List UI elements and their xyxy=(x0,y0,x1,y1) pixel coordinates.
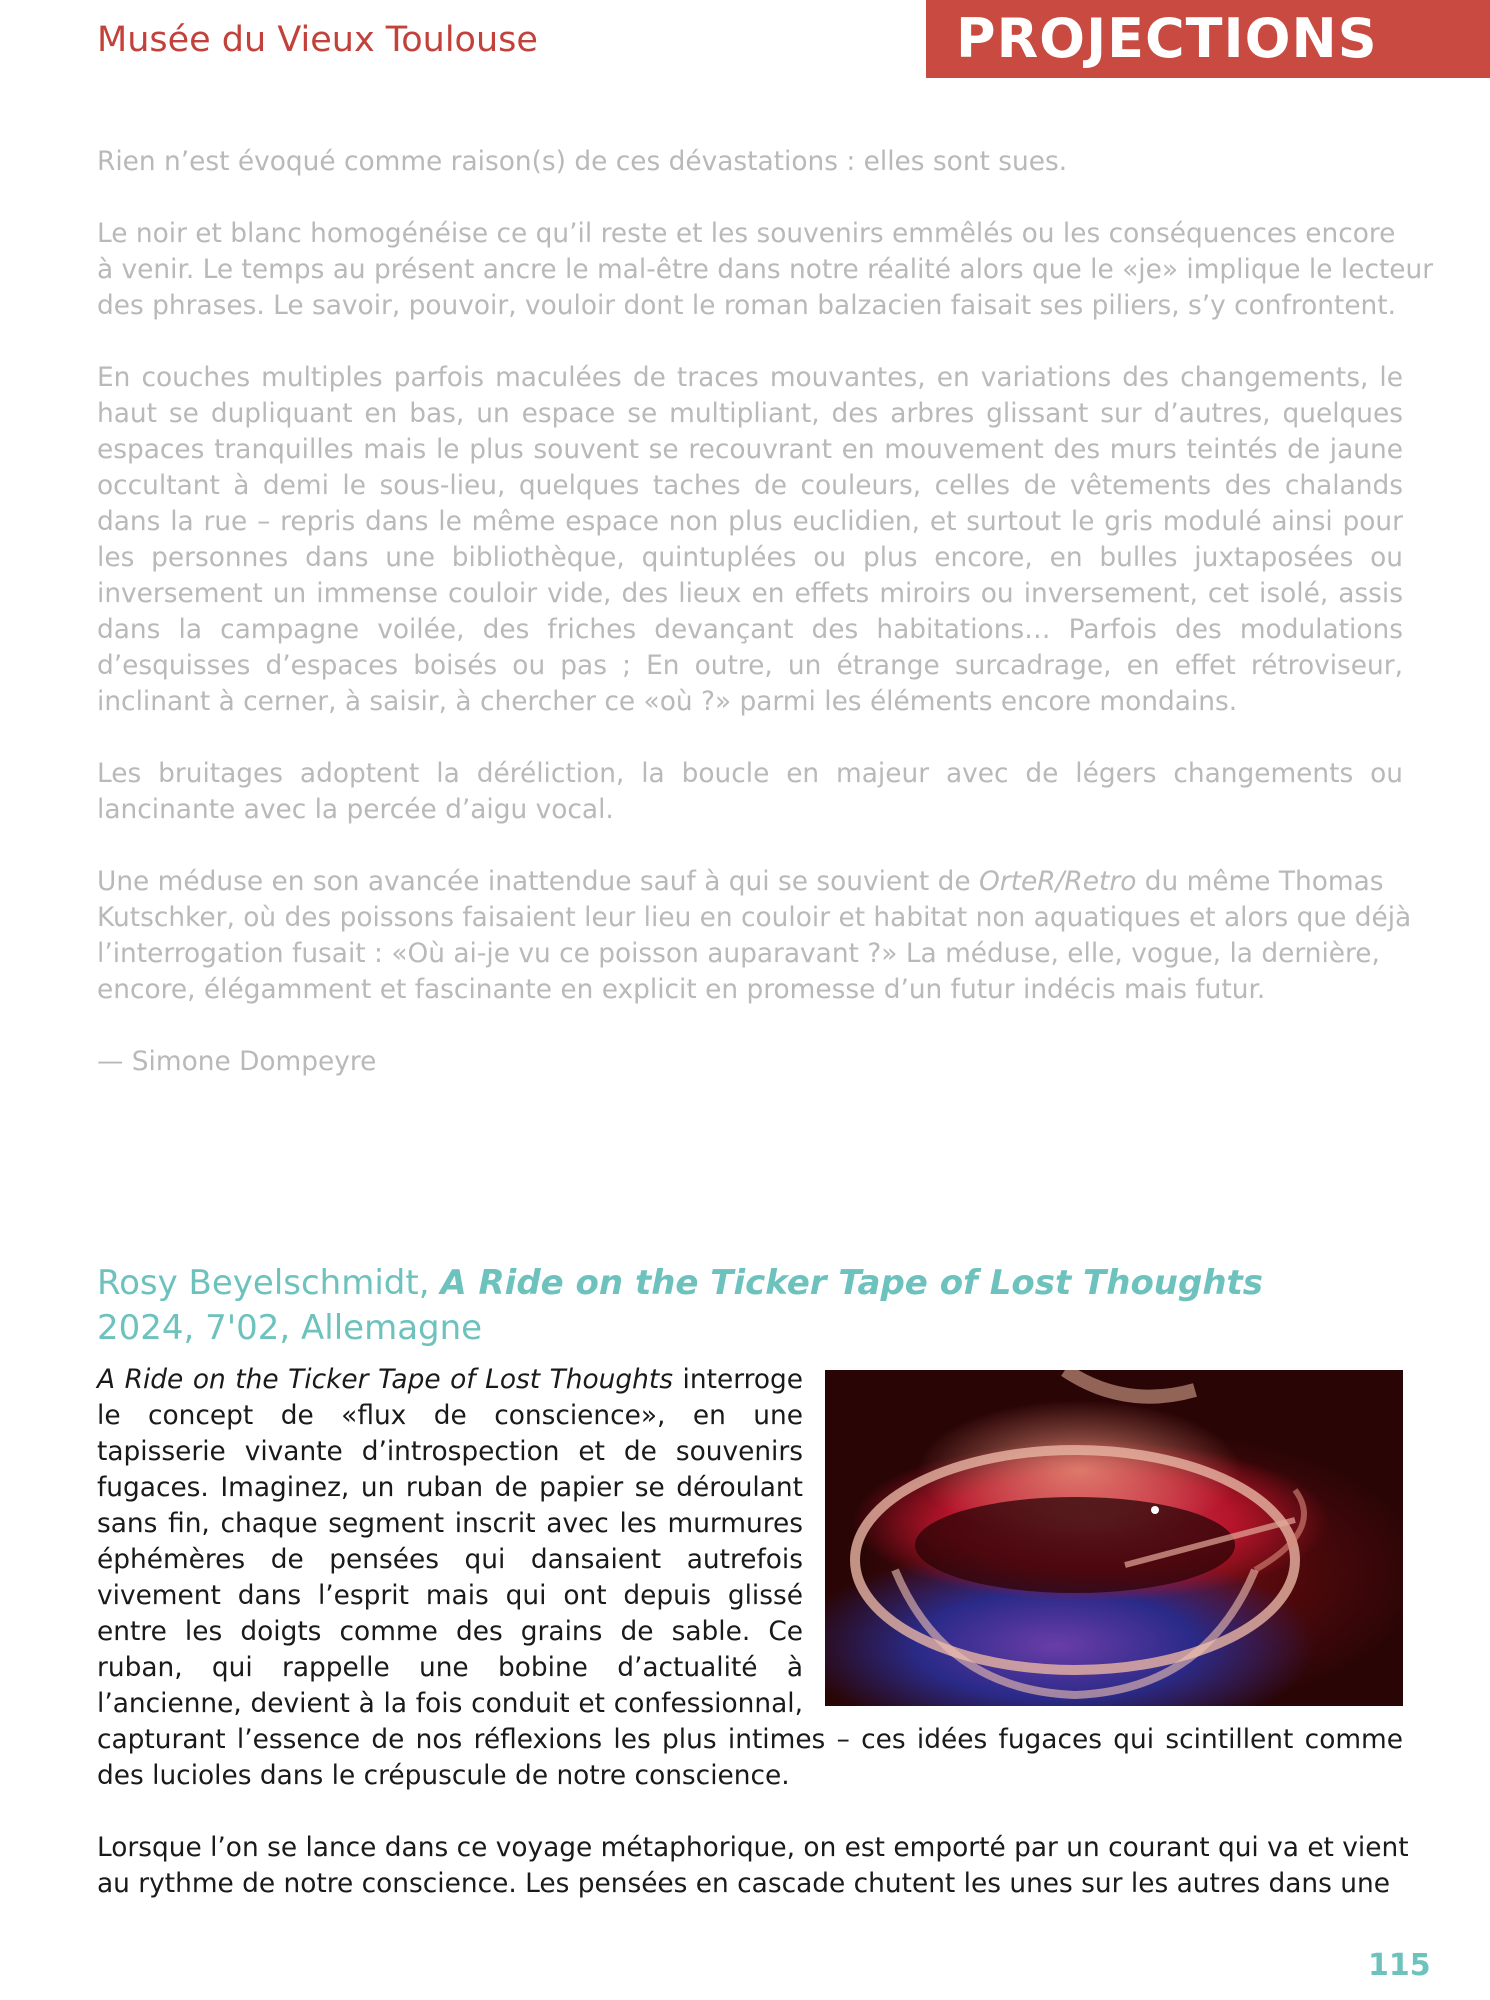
film-title: A Ride on the Ticker Tape of Lost Thoughts xyxy=(440,1263,1264,1303)
teacup-illustration xyxy=(825,1370,1403,1706)
paragraph: En couches multiples parfois maculées de traces mouvantes, en variations des changements, le haut se dupliquant en bas, un espace se multipliant, des arbres glissant sur d’autres, quelques espaces tranquilles mais le plus souvent se recouvrant en mouvement des murs teintés de jaune occultant à demi le sous-lieu, quelques taches de couleurs, celles de vêtements des chalands dans la rue – repris dans le même espace non plus euclidien, et surtout le gris modulé ainsi pour les personnes dans une bibliothèque, quintuplées ou plus encore, en bulles juxtaposées ou inversement un immense couloir vide, des lieux en effets miroirs ou inversement, cet isolé, assis dans la campagne voilée, des friches devançant des habitations… Parfois des modulations d’esquisses d’espaces boisés ou pas ; En outre, un étrange surcadrage, en effet rétroviseur, inclinant à cerner, à saisir, à chercher ce «où ?» parmi les éléments encore mondains. xyxy=(97,362,1403,717)
text-line: encore, élégamment et fascinante en explicit en promesse d’un futur indécis mais futur. xyxy=(97,974,1266,1005)
film-description xyxy=(97,1362,1409,1938)
text-line: Le noir et blanc homogénéise ce qu’il reste et les souvenirs emmêlés ou les conséquences encore xyxy=(97,218,1396,249)
paragraph: Les bruitages adoptent la déréliction, la boucle en majeur avec de légers changements ou lancinante avec la percée d’aigu vocal. xyxy=(97,758,1403,825)
page-number: 115 xyxy=(1368,1948,1431,1983)
venue-name: Musée du Vieux Toulouse xyxy=(97,20,538,60)
film-artist: Rosy Beyelschmidt, xyxy=(97,1263,441,1303)
text-line: du même Thomas xyxy=(1136,866,1384,897)
section-banner: PROJECTIONS xyxy=(926,0,1490,78)
paragraph xyxy=(97,216,1434,324)
paragraph xyxy=(97,864,1412,1008)
text-line: Kutschker, où des poissons faisaient leur lieu en couloir et habitat non aquatiques et alors que déjà xyxy=(97,902,1412,933)
paragraph-text: interroge le concept de «flux de conscience», en une tapisserie vivante d’introspection et de souvenirs fugaces. Imaginez, un ruban de papier se déroulant sans fin, chaque segment inscrit avec les murmures éphémères de pensées qui dansaient autrefois vivement dans l’esprit mais qui ont depuis glissé entre les doigts comme des grains de sable. Ce ruban, qui rappelle une bobine d’actualité à l’ancienne, devient à la fois conduit et confessionnal, capturant l’essence de nos réflexions les plus intimes – ces idées fugaces qui scintillent comme des lucioles dans le crépuscule de notre conscience. xyxy=(97,1364,1403,1791)
signature: — Simone Dompeyre xyxy=(97,1046,377,1077)
text-line: l’interrogation fusait : «Où ai-je vu ce poisson auparavant ?» La méduse, elle, vogue, la dernière, xyxy=(97,938,1380,969)
film-reference: OrteR/Retro xyxy=(979,866,1137,897)
film-still-image xyxy=(825,1370,1403,1706)
text-line: à venir. Le temps au présent ancre le mal-être dans notre réalité alors que le «je» implique le lecteur xyxy=(97,254,1434,285)
film-heading xyxy=(97,1261,1407,1351)
previous-review-text xyxy=(97,144,1434,1116)
text-line: des phrases. Le savoir, pouvoir, vouloir dont le roman balzacien faisait ses piliers, s’y confrontent. xyxy=(97,290,1397,321)
film-meta: 2024, 7'02, Allemagne xyxy=(97,1308,483,1348)
text-line: Lorsque l’on se lance dans ce voyage métaphorique, on est emporté par un courant qui va et vient xyxy=(97,1832,1409,1863)
paragraph xyxy=(97,1830,1409,1902)
film-title-inline: A Ride on the Ticker Tape of Lost Thoughts xyxy=(97,1364,673,1395)
text-line: au rythme de notre conscience. Les pensées en cascade chutent les unes sur les autres dans une xyxy=(97,1868,1390,1899)
text-line: Une méduse en son avancée inattendue sauf à qui se souvient de xyxy=(97,866,979,897)
paragraph: Rien n’est évoqué comme raison(s) de ces dévastations : elles sont sues. xyxy=(97,146,1068,177)
